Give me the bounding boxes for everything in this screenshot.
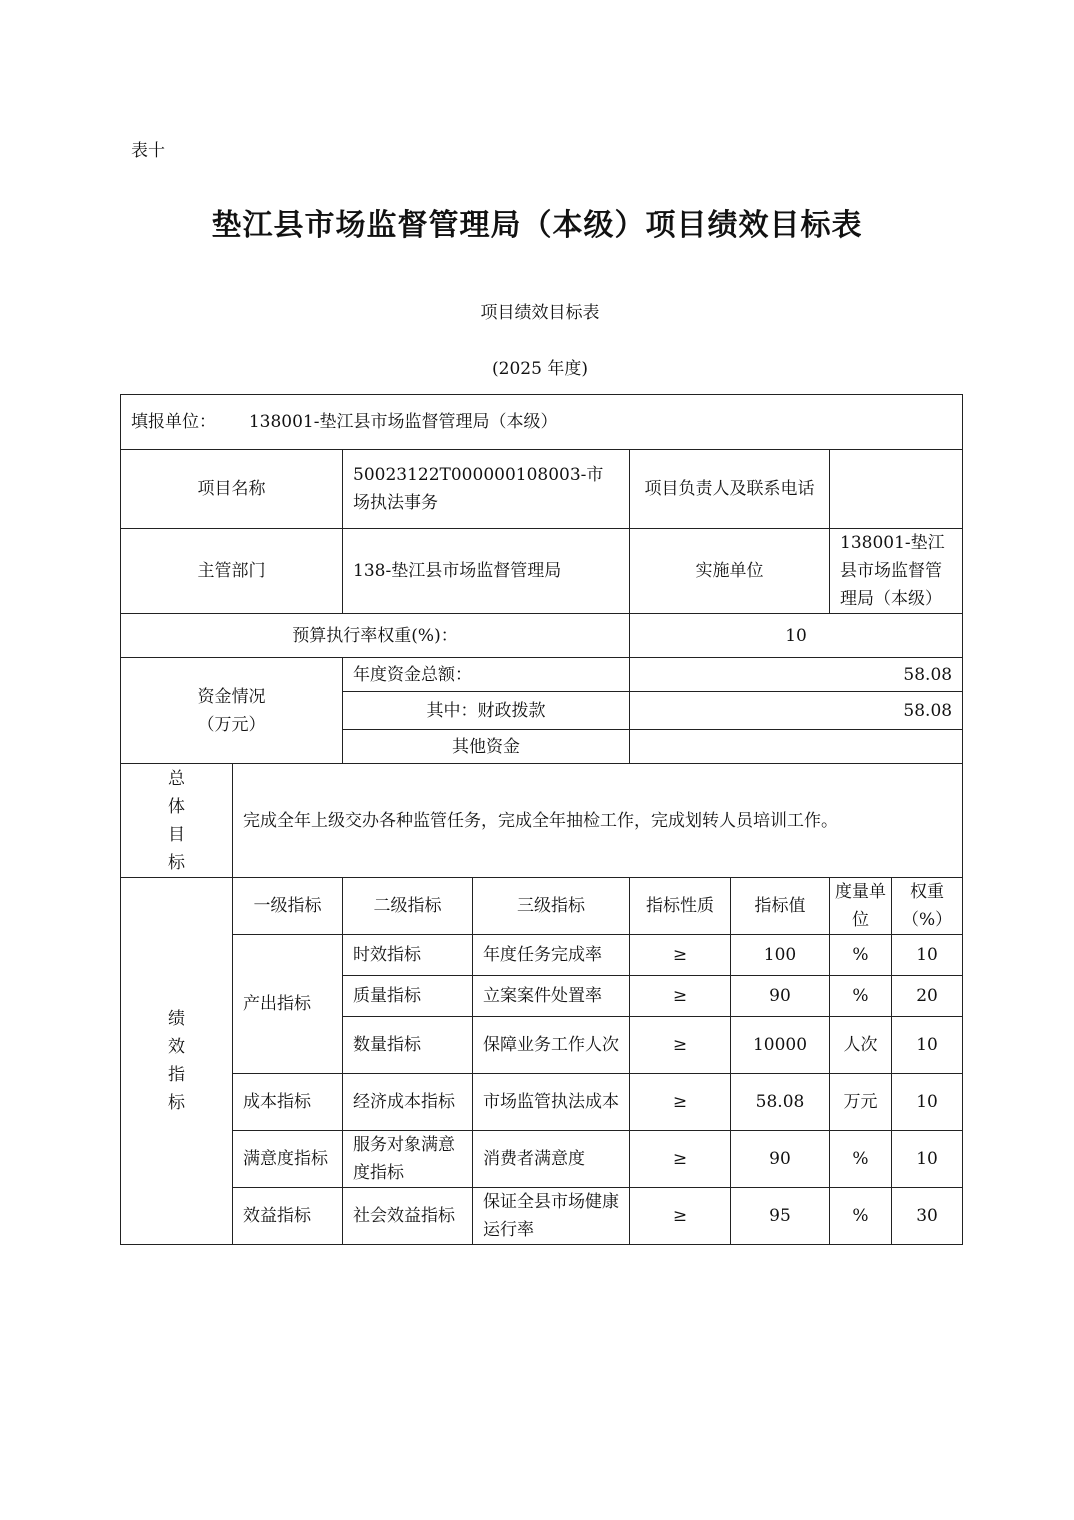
goal-label-char: 标 xyxy=(168,852,185,873)
indicator-row xyxy=(121,1188,963,1245)
project-name-value: 50023122T000000108003-市场执法事务 xyxy=(343,450,630,529)
project-owner-label: 项目负责人及联系电话 xyxy=(630,450,830,529)
level1-indicator: 成本指标 xyxy=(233,1074,343,1131)
project-name-label: 项目名称 xyxy=(121,450,343,529)
indicator-unit: % xyxy=(830,976,892,1017)
level3-indicator: 市场监管执法成本 xyxy=(473,1074,630,1131)
goal-label-char: 体 xyxy=(168,796,185,817)
indicator-unit: % xyxy=(830,1131,892,1188)
funds-label-line1: 资金情况 xyxy=(197,686,266,707)
funds-total-label: 年度资金总额： xyxy=(343,658,630,692)
funds-other-value xyxy=(630,730,963,764)
indicator-unit: 人次 xyxy=(830,1017,892,1074)
funds-total-row xyxy=(121,658,963,692)
header-weight: 权重（%） xyxy=(892,878,963,935)
indicator-weight: 10 xyxy=(892,1074,963,1131)
header-level1: 一级指标 xyxy=(233,878,343,935)
budget-rate-label: 预算执行率权重(%)： xyxy=(121,614,630,658)
level1-indicator: 满意度指标 xyxy=(233,1131,343,1188)
indicator-nature: ≥ xyxy=(630,1017,731,1074)
department-row xyxy=(121,529,963,614)
overall-goal-text: 完成全年上级交办各种监管任务，完成全年抽检工作，完成划转人员培训工作。 xyxy=(233,764,963,878)
header-nature: 指标性质 xyxy=(630,878,731,935)
funds-label xyxy=(121,658,343,764)
level1-indicator: 产出指标 xyxy=(233,935,343,1074)
reporting-unit-label: 填报单位： xyxy=(131,412,216,432)
goal-label-char: 总 xyxy=(168,768,185,789)
header-level3: 三级指标 xyxy=(473,878,630,935)
budget-rate-row xyxy=(121,614,963,658)
indicators-label-char: 效 xyxy=(168,1037,185,1057)
page-title: 垫江县市场监督管理局（本级）项目绩效目标表 xyxy=(211,208,863,243)
indicator-row xyxy=(121,1074,963,1131)
indicator-row xyxy=(121,935,963,976)
indicators-label-char: 指 xyxy=(168,1065,185,1085)
funds-label-line2: （万元） xyxy=(197,714,266,735)
overall-goal-row xyxy=(121,764,963,878)
indicators-label-char: 绩 xyxy=(168,1009,185,1029)
level3-indicator: 立案案件处置率 xyxy=(473,976,630,1017)
indicator-nature: ≥ xyxy=(630,935,731,976)
header-value: 指标值 xyxy=(731,878,830,935)
indicators-label-char: 标 xyxy=(168,1093,185,1113)
indicator-header-row xyxy=(121,878,963,935)
implementing-unit-label: 实施单位 xyxy=(630,529,830,614)
indicator-nature: ≥ xyxy=(630,1188,731,1245)
indicator-unit: % xyxy=(830,935,892,976)
implementing-unit-value: 138001-垫江县市场监督管理局（本级） xyxy=(830,529,963,614)
overall-goal-label xyxy=(121,764,233,878)
level3-indicator: 保证全县市场健康运行率 xyxy=(473,1188,630,1245)
level2-indicator: 时效指标 xyxy=(343,935,473,976)
indicator-value: 58.08 xyxy=(731,1074,830,1131)
indicator-nature: ≥ xyxy=(630,976,731,1017)
indicator-value: 10000 xyxy=(731,1017,830,1074)
indicator-weight: 30 xyxy=(892,1188,963,1245)
reporting-unit-cell xyxy=(121,395,963,450)
level2-indicator: 数量指标 xyxy=(343,1017,473,1074)
indicator-nature: ≥ xyxy=(630,1074,731,1131)
level3-indicator: 年度任务完成率 xyxy=(473,935,630,976)
header-unit: 度量单位 xyxy=(830,878,892,935)
level2-indicator: 质量指标 xyxy=(343,976,473,1017)
indicator-weight: 10 xyxy=(892,1131,963,1188)
indicator-value: 100 xyxy=(731,935,830,976)
project-owner-value xyxy=(830,450,963,529)
department-value: 138-垫江县市场监督管理局 xyxy=(343,529,630,614)
funds-total-value: 58.08 xyxy=(630,658,963,692)
reporting-unit-value: 138001-垫江县市场监督管理局（本级） xyxy=(248,412,558,432)
level2-indicator: 经济成本指标 xyxy=(343,1074,473,1131)
funds-other-label: 其他资金 xyxy=(343,730,630,764)
table-subtitle: 项目绩效目标表 xyxy=(480,303,600,323)
table-number: 表十 xyxy=(131,141,165,161)
indicator-weight: 10 xyxy=(892,935,963,976)
level3-indicator: 消费者满意度 xyxy=(473,1131,630,1188)
indicator-weight: 10 xyxy=(892,1017,963,1074)
level2-indicator: 社会效益指标 xyxy=(343,1188,473,1245)
indicator-nature: ≥ xyxy=(630,1131,731,1188)
department-label: 主管部门 xyxy=(121,529,343,614)
performance-target-table xyxy=(120,394,963,1245)
indicator-weight: 20 xyxy=(892,976,963,1017)
header-level2: 二级指标 xyxy=(343,878,473,935)
indicator-unit: 万元 xyxy=(830,1074,892,1131)
goal-label-char: 目 xyxy=(168,824,185,845)
indicator-value: 90 xyxy=(731,1131,830,1188)
budget-rate-value: 10 xyxy=(630,614,963,658)
indicators-section-label xyxy=(121,878,233,1245)
indicator-value: 90 xyxy=(731,976,830,1017)
reporting-unit-row xyxy=(121,395,963,450)
project-name-row xyxy=(121,450,963,529)
level3-indicator: 保障业务工作人次 xyxy=(473,1017,630,1074)
funds-fiscal-value: 58.08 xyxy=(630,692,963,730)
level2-indicator: 服务对象满意度指标 xyxy=(343,1131,473,1188)
level1-indicator: 效益指标 xyxy=(233,1188,343,1245)
indicator-unit: % xyxy=(830,1188,892,1245)
fiscal-year: (2025 年度) xyxy=(492,359,588,379)
funds-fiscal-label: 其中：财政拨款 xyxy=(343,692,630,730)
indicator-row xyxy=(121,1131,963,1188)
indicator-value: 95 xyxy=(731,1188,830,1245)
